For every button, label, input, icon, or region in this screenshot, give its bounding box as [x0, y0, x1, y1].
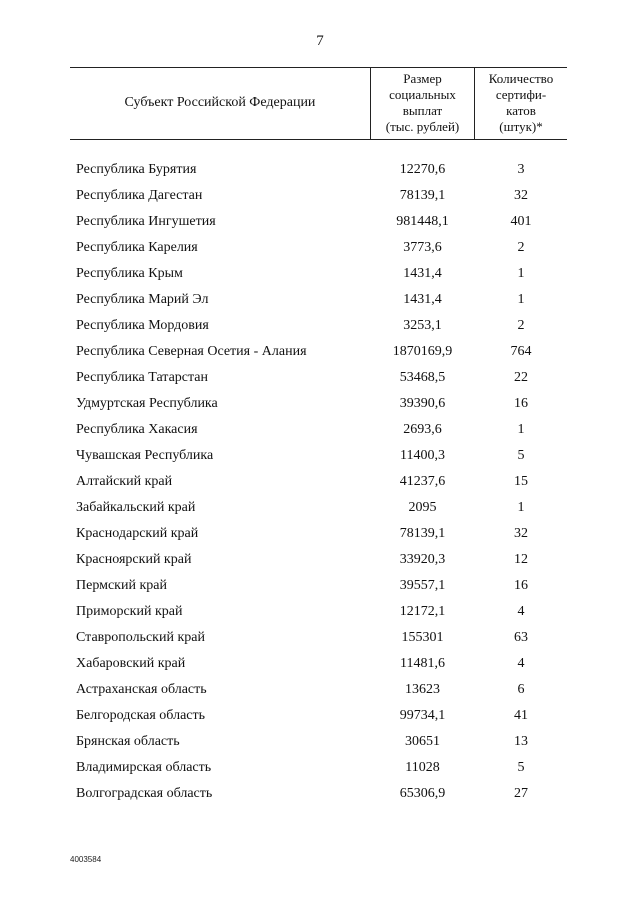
table-row [0, 781, 640, 807]
column-header-amount-line: Размер [403, 71, 442, 86]
count-cell: 12 [514, 552, 528, 567]
subject-cell: Республика Мордовия [76, 318, 209, 333]
subject-cell: Удмуртская Республика [76, 396, 218, 411]
subject-cell: Республика Хакасия [76, 422, 198, 437]
amount-cell: 1431,4 [403, 292, 442, 307]
subject-cell: Астраханская область [76, 682, 207, 697]
amount-cell: 13623 [405, 682, 440, 697]
amount-cell: 1870169,9 [392, 344, 453, 359]
column-header-amount-line: (тыс. рублей) [385, 119, 460, 134]
subject-cell: Владимирская область [76, 760, 212, 775]
count-cell: 15 [514, 474, 528, 489]
amount-cell: 2095 [408, 500, 437, 515]
table-row [0, 313, 640, 339]
amount-cell: 78139,1 [399, 526, 446, 541]
amount-cell: 65306,9 [399, 786, 446, 801]
count-cell: 27 [514, 786, 528, 801]
table-row [0, 235, 640, 261]
subject-cell: Хабаровский край [76, 656, 186, 671]
table-row [0, 443, 640, 469]
subject-cell: Забайкальский край [76, 500, 196, 515]
count-cell: 63 [514, 630, 528, 645]
count-cell: 4 [517, 604, 525, 619]
subject-cell: Ставропольский край [76, 630, 205, 645]
table-row [0, 547, 640, 573]
count-cell: 16 [514, 578, 528, 593]
count-cell: 32 [514, 188, 528, 203]
table-row [0, 339, 640, 365]
table-row [0, 417, 640, 443]
count-cell: 4 [517, 656, 525, 671]
column-header-subject-text: Субъект Российской Федерации [124, 95, 316, 110]
subject-cell: Пермский край [76, 578, 167, 593]
table-row [0, 703, 640, 729]
count-cell: 6 [517, 682, 525, 697]
subject-cell: Волгоградская область [76, 786, 213, 801]
column-header-count-line: катов [506, 103, 536, 118]
column-header-count [475, 67, 567, 139]
count-cell: 401 [510, 214, 532, 229]
amount-cell: 12270,6 [399, 162, 446, 177]
count-cell: 1 [517, 422, 525, 437]
count-cell: 1 [517, 266, 525, 281]
amount-cell: 3253,1 [403, 318, 442, 333]
count-cell: 1 [517, 292, 525, 307]
subject-cell: Республика Марий Эл [76, 292, 209, 307]
table-row [0, 651, 640, 677]
amount-cell: 39390,6 [399, 396, 446, 411]
column-header-amount-line: социальных [389, 87, 456, 102]
table-row [0, 599, 640, 625]
table-row [0, 287, 640, 313]
table-row [0, 157, 640, 183]
document-code: 4003584 [70, 855, 102, 864]
count-cell: 5 [517, 760, 525, 775]
column-header-count-line: сертифи- [495, 87, 547, 102]
page-number: 7 [316, 33, 324, 49]
table-row [0, 261, 640, 287]
table-row [0, 183, 640, 209]
subject-cell: Алтайский край [76, 474, 173, 489]
amount-cell: 30651 [405, 734, 440, 749]
amount-cell: 2693,6 [403, 422, 442, 437]
amount-cell: 11400,3 [400, 448, 445, 463]
amount-cell: 53468,5 [399, 370, 446, 385]
subject-cell: Краснодарский край [76, 526, 199, 541]
amount-cell: 12172,1 [399, 604, 446, 619]
table-row [0, 209, 640, 235]
subject-cell: Брянская область [76, 734, 180, 749]
amount-cell: 41237,6 [399, 474, 446, 489]
amount-cell: 11481,6 [400, 656, 445, 671]
subject-cell: Республика Карелия [76, 240, 198, 255]
count-cell: 1 [517, 500, 525, 515]
count-cell: 2 [517, 318, 525, 333]
count-cell: 5 [517, 448, 525, 463]
table-row [0, 391, 640, 417]
subject-cell: Республика Дагестан [76, 188, 203, 203]
amount-cell: 33920,3 [399, 552, 446, 567]
table-row [0, 625, 640, 651]
column-header-count-line: Количество [488, 71, 554, 86]
count-cell: 32 [514, 526, 528, 541]
subject-cell: Чувашская Республика [76, 448, 214, 463]
subject-cell: Республика Татарстан [76, 370, 209, 385]
subject-cell: Республика Бурятия [76, 162, 197, 177]
count-cell: 22 [514, 370, 528, 385]
count-cell: 16 [514, 396, 528, 411]
amount-cell: 39557,1 [399, 578, 446, 593]
table-row [0, 755, 640, 781]
table-body [0, 157, 640, 807]
amount-cell: 3773,6 [403, 240, 442, 255]
count-cell: 13 [514, 734, 528, 749]
table-header-bottom-rule [70, 139, 567, 140]
subject-cell: Республика Ингушетия [76, 214, 216, 229]
subject-cell: Белгородская область [76, 708, 206, 723]
amount-cell: 155301 [401, 630, 444, 645]
table-row [0, 521, 640, 547]
table-row [0, 677, 640, 703]
subject-cell: Приморский край [76, 604, 183, 619]
table-row [0, 365, 640, 391]
table-row [0, 469, 640, 495]
column-header-amount [371, 67, 474, 139]
table-row [0, 573, 640, 599]
subject-cell: Республика Северная Осетия - Алания [76, 344, 307, 359]
amount-cell: 78139,1 [399, 188, 446, 203]
column-header-subject [70, 67, 370, 139]
table-row [0, 495, 640, 521]
amount-cell: 99734,1 [399, 708, 446, 723]
column-header-amount-line: выплат [402, 103, 443, 118]
amount-cell: 1431,4 [403, 266, 442, 281]
count-cell: 3 [517, 162, 525, 177]
subject-cell: Красноярский край [76, 552, 192, 567]
count-cell: 41 [514, 708, 528, 723]
amount-cell: 11028 [405, 760, 440, 775]
subject-cell: Республика Крым [76, 266, 183, 281]
count-cell: 764 [510, 344, 532, 359]
amount-cell: 981448,1 [396, 214, 449, 229]
column-header-count-line: (штук)* [499, 119, 543, 134]
count-cell: 2 [517, 240, 525, 255]
table-row [0, 729, 640, 755]
